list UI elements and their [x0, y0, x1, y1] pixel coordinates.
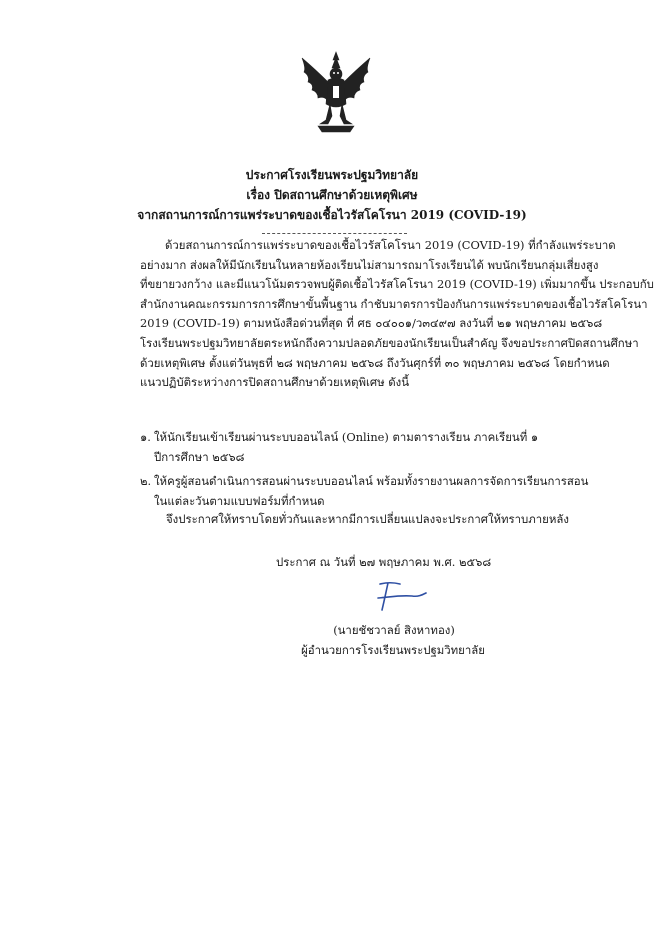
list-item-text: ให้นักเรียนเข้าเรียนผ่านระบบออนไลน์ (Online) ตามตารางเรียน ภาคเรียนที่ ๑ — [154, 430, 539, 444]
body-line: ด้วยเหตุพิเศษ ตั้งแต่วันพุธที่ ๒๘ พฤษภาคม ๒๕๖๘ ถึงวันศุกร์ที่ ๓๐ พฤษภาคม ๒๕๖๘ โดยกำหนด — [140, 355, 610, 370]
list-item-number: ๑. — [140, 430, 151, 444]
announcement-body — [140, 236, 654, 393]
guideline-list — [140, 427, 589, 511]
announcement-subject: เรื่อง ปิดสถานศึกษาด้วยเหตุพิเศษ — [246, 188, 418, 202]
announcement-title: ประกาศโรงเรียนพระปฐมวิทยาลัย — [245, 168, 419, 182]
signer-title: ผู้อำนวยการโรงเรียนพระปฐมวิทยาลัย — [301, 643, 485, 657]
dashed-divider — [262, 233, 407, 234]
list-item-text: ให้ครูผู้สอนดำเนินการสอนผ่านระบบออนไลน์ พร้อมทั้งรายงานผลการจัดการเรียนการสอน — [154, 474, 589, 488]
body-line: ด้วยสถานการณ์การแพร่ระบาดของเชื้อไวรัสโคโรนา 2019 (COVID-19) ที่กำลังแพร่ระบาด — [165, 238, 616, 252]
body-line: 2019 (COVID-19) ตามหนังสือด่วนที่สุด ที่ ศธ ๐๔๐๐๑/ว๓๔๙๗ ลงวันที่ ๒๑ พฤษภาคม ๒๕๖๘ — [140, 316, 603, 331]
signer-name: (นายชัชวาลย์ สิงหาทอง) — [333, 623, 455, 637]
list-item-text: ปีการศึกษา ๒๕๖๘ — [154, 450, 245, 464]
announcement-subtitle: จากสถานการณ์การแพร่ระบาดของเชื้อไวรัสโคโรนา 2019 (COVID-19) — [137, 208, 527, 222]
list-item-number: ๒. — [140, 474, 152, 488]
list-item — [140, 471, 589, 511]
announcement-date: ประกาศ ณ วันที่ ๒๗ พฤษภาคม พ.ศ. ๒๕๖๘ — [276, 555, 492, 569]
body-line: ที่ขยายวงกว้าง และมีแนวโน้มตรวจพบผู้ติดเชื้อไวรัสโคโรนา 2019 (COVID-19) เพิ่มมากขึ้น ประกอบกับ — [140, 277, 654, 292]
list-item — [140, 427, 538, 467]
body-line: อย่างมาก ส่งผลให้มีนักเรียนในหลายห้องเรียนไม่สามารถมาโรงเรียนได้ พบนักเรียนกลุ่มเสี่ยงสูง — [140, 257, 599, 272]
list-item-text: ในแต่ละวันตามแบบฟอร์มที่กำหนด — [154, 494, 325, 508]
garuda-emblem — [296, 50, 376, 134]
announcement-header — [0, 165, 664, 225]
body-line: สำนักงานคณะกรรมการการศึกษาขั้นพื้นฐาน กำชับมาตรการป้องกันการแพร่ระบาดของเชื้อไวรัสโคโรนา — [140, 296, 648, 311]
handwritten-signature — [366, 580, 430, 614]
body-line: โรงเรียนพระปฐมวิทยาลัยตระหนักถึงความปลอดภัยของนักเรียนเป็นสำคัญ จึงขอประกาศปิดสถานศึกษา — [140, 335, 639, 350]
body-line: แนวปฏิบัติระหว่างการปิดสถานศึกษาด้วยเหตุพิเศษ ดังนี้ — [140, 375, 410, 390]
closing-statement: จึงประกาศให้ทราบโดยทั่วกันและหากมีการเปลี่ยนแปลงจะประกาศให้ทราบภายหลัง — [166, 512, 569, 526]
